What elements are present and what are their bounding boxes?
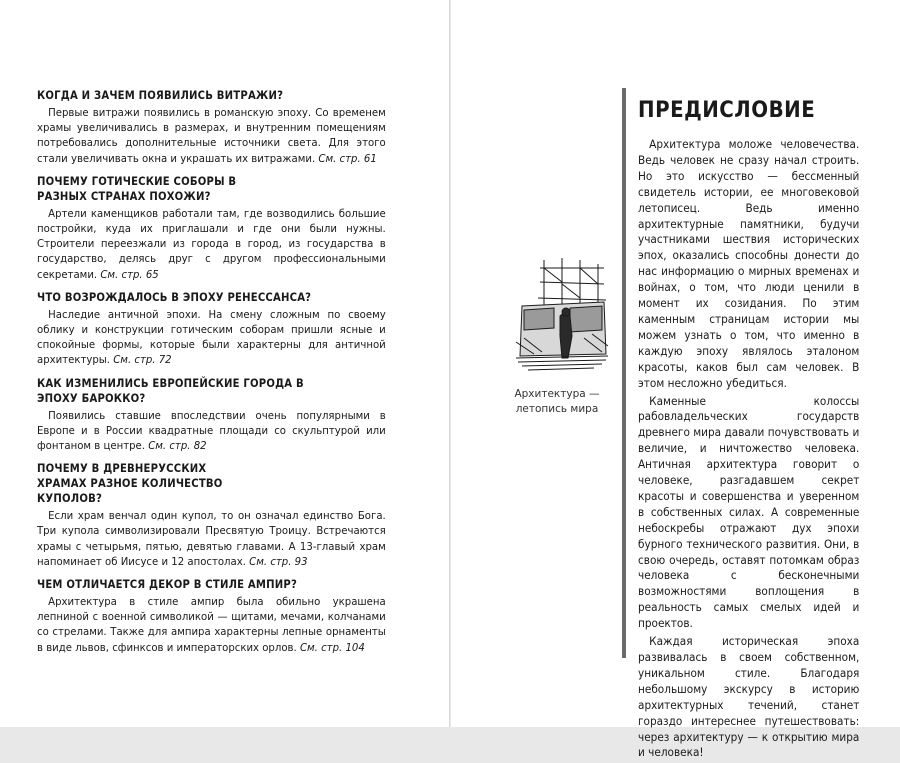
paragraph: Каждая историческая эпоха развивалась в своем собственном, уникальном стиле. Благодаря небольшому экскурсу в историю архитектурных течений, станет гораздо интереснее путешествовать: через архитектуру — к открытию мира и человека! bbox=[638, 635, 860, 760]
page-reference: См. стр. 65 bbox=[100, 267, 159, 281]
question-heading: ПОЧЕМУ ГОТИЧЕСКИЕ СОБОРЫ В РАЗНЫХ СТРАНАХ ПОХОЖИ? bbox=[37, 174, 237, 203]
answer-text: Артели каменщиков работали там, где возводились большие постройки, куда их приглашали и где они были нужны. Строители переезжали из города в город, из государства в государство, делясь друг с другом профессиональными секретами. См. стр. 65 bbox=[37, 206, 386, 281]
page-reference: См. стр. 82 bbox=[148, 439, 207, 453]
qa-item bbox=[37, 376, 385, 454]
page-reference: См. стр. 93 bbox=[249, 554, 308, 568]
answer-text: Появились ставшие впоследствии очень популярными в Европе и в России квадратные площади со скульптурой или фонтаном в центре. См. стр. 82 bbox=[37, 408, 386, 453]
question-heading: КАК ИЗМЕНИЛИСЬ ЕВРОПЕЙСКИЕ ГОРОДА В ЭПОХУ БАРОККО? bbox=[37, 376, 304, 405]
answer-text: Если храм венчал один купол, то он означал единство Бога. Три купола символизировали Пресвятую Троицу. Встречаются храмы с четырьмя, пятью, девятью главами. А 13-главый храм напоминает об Иисусе и 12 апостолах. См. стр. 93 bbox=[37, 509, 386, 568]
question-heading: КОГДА И ЗАЧЕМ ПОЯВИЛИСЬ ВИТРАЖИ? bbox=[37, 89, 284, 102]
answer-text: Архитектура в стиле ампир была обильно украшена лепниной с военной символикой — щитами, мечами, колчанами со стрелами. Также для ампира характерны лепные орнаменты в виде львов, сфинксов и императорских орлов. См. стр. 104 bbox=[37, 595, 386, 654]
question-heading: ЧЕМ ОТЛИЧАЕТСЯ ДЕКОР В СТИЛЕ АМПИР? bbox=[37, 578, 297, 592]
paragraph: Архитектура моложе человечества. Ведь человек не сразу начал строить. Но это искусство — бессменный свидетель истории, ее многовековой летописец. Ведь именно архитектурные памятники, будучи участниками шествия исторических эпох, оказались способны донести до нас информацию о мирных временах и войнах, о том, что люди ценили в момент их созидания. По этим каменным страницам истории мы можем узнать о том, что именно в каждую эпоху являлось эталоном красоты, каков был сам человек. В этом несложно убедиться. bbox=[638, 138, 860, 390]
question-heading: ПОЧЕМУ В ДРЕВНЕРУССКИХ ХРАМАХ РАЗНОЕ КОЛИЧЕСТВО КУПОЛОВ? bbox=[37, 462, 223, 506]
architect-sketch-illustration bbox=[514, 258, 610, 376]
illustration-caption: Архитектура — летопись мира bbox=[514, 388, 600, 415]
qa-list bbox=[37, 88, 385, 663]
answer-text: Первые витражи появились в романскую эпоху. Со временем храмы увеличивались в размерах, и внутренним помещениям потребовались дополнительные источники света. Для этого стали увеличивать окна и украшать их витражами. См. стр. 61 bbox=[37, 106, 386, 165]
left-page bbox=[0, 0, 449, 727]
question-heading: ЧТО ВОЗРОЖДАЛОСЬ В ЭПОХУ РЕНЕССАНСА? bbox=[37, 290, 312, 304]
qa-item bbox=[37, 174, 385, 282]
qa-item bbox=[37, 577, 385, 655]
qa-item bbox=[37, 88, 385, 166]
qa-item bbox=[37, 290, 385, 368]
page-reference: См. стр. 61 bbox=[318, 151, 377, 165]
qa-item bbox=[37, 461, 385, 569]
page-title: ПРЕДИСЛОВИЕ bbox=[638, 98, 816, 123]
preface-body bbox=[638, 137, 874, 763]
paragraph: Каменные колоссы рабовладельческих государств древнего мира давали почувствовать и величие, и ничтожество человека. Античная архитектура говорит о человеке, разгадавшем секрет красоты и совершенства и уверенном в собственных силах. А современные небоскребы отражают дух эпохи бурного технического развития. Они, в свою очередь, оставят потомкам образ человека с бесконечными возможностями воплощения в реальность самых смелых идей и проектов. bbox=[638, 394, 860, 631]
page-reference: См. стр. 104 bbox=[299, 640, 365, 654]
answer-text: Наследие античной эпохи. На смену сложным по своему облику и конструкции готическим соборам пришли ясные и спокойные формы, которые были характерны для античной архитектуры. См. стр. 72 bbox=[37, 307, 386, 367]
page-reference: См. стр. 72 bbox=[113, 353, 172, 367]
vertical-rule bbox=[622, 88, 626, 658]
